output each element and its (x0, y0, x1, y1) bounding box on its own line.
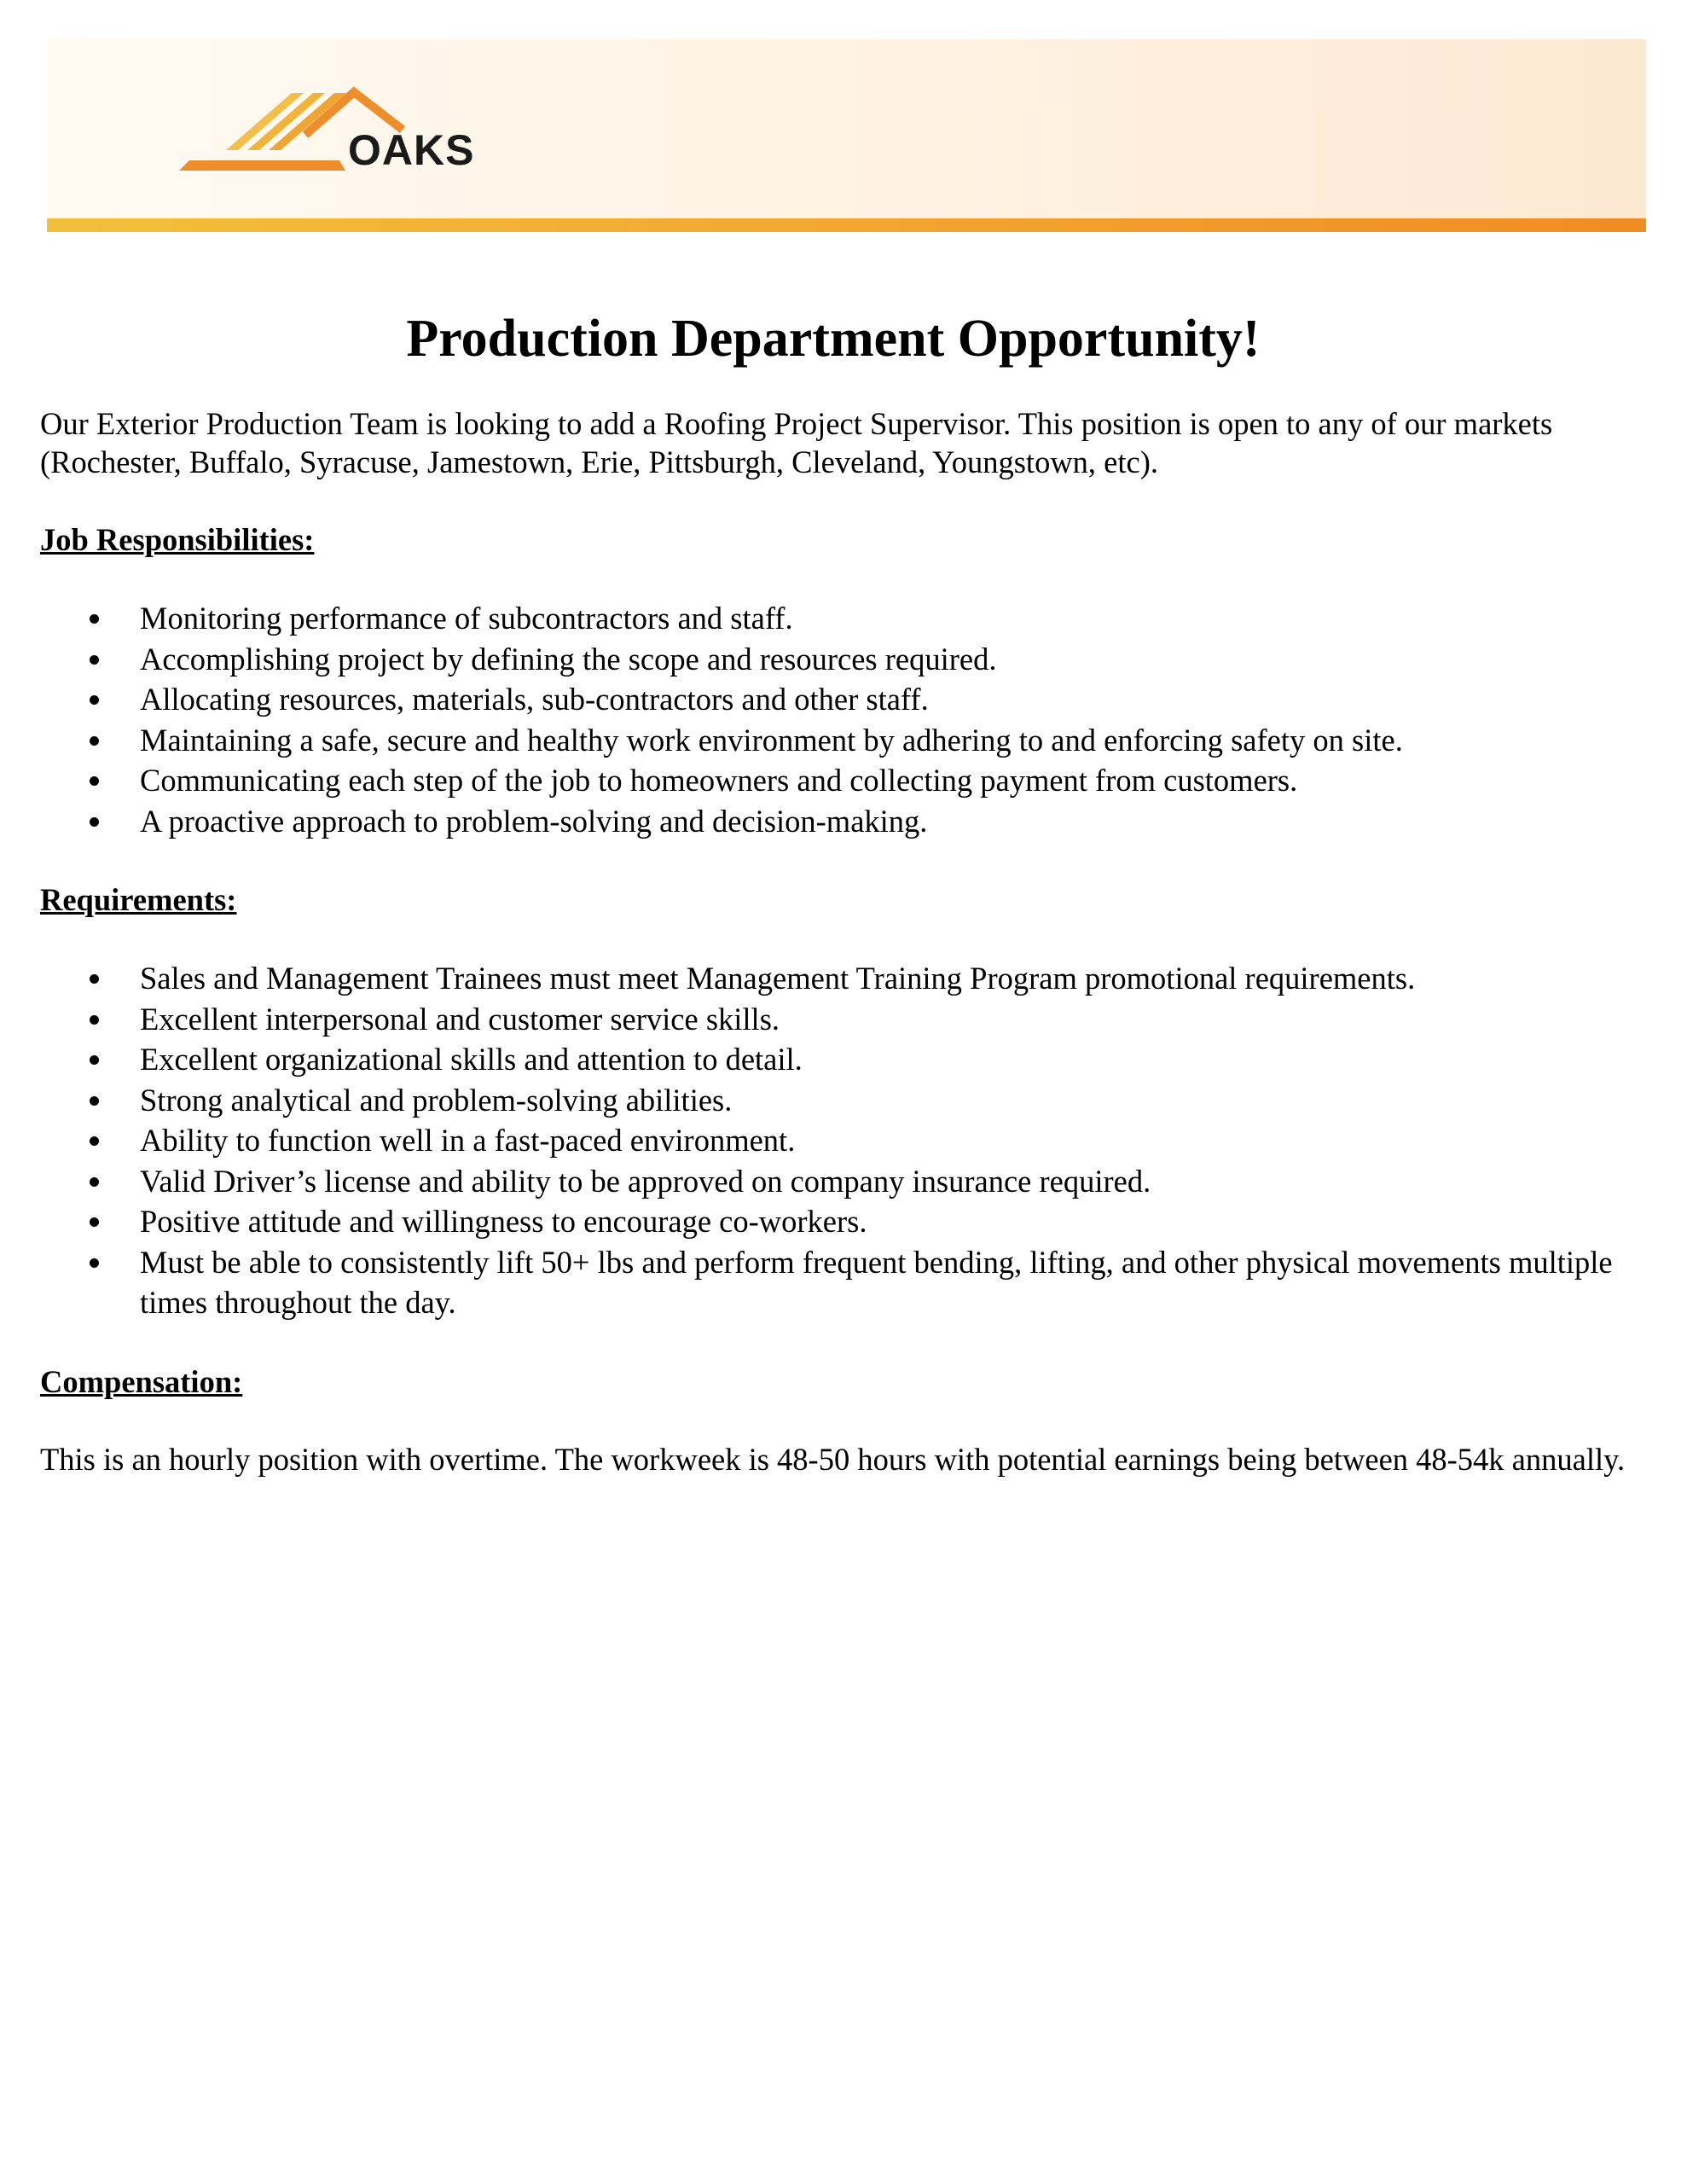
list-item: Communicating each step of the job to homeowners and collecting payment from customers. (40, 760, 1626, 801)
list-item: Positive attitude and willingness to encourage co-workers. (40, 1201, 1626, 1242)
bullet-icon (90, 974, 99, 984)
document-body (40, 307, 1626, 1478)
intro-paragraph: Our Exterior Production Team is looking to add a Roofing Project Supervisor. This position is open to any of our markets (Rochester, Buffalo, Syracuse, Jamestown, Erie, Pittsburgh, Cleveland, Youngstown, etc). (40, 406, 1553, 480)
list-item: Maintaining a safe, secure and healthy work environment by adhering to and enforcing safety on site. (40, 720, 1626, 761)
responsibilities-list (40, 598, 1626, 841)
list-item: A proactive approach to problem-solving and decision-making. (40, 801, 1626, 842)
list-item: Strong analytical and problem-solving abilities. (40, 1080, 1626, 1121)
list-item: Must be able to consistently lift 50+ lbs and perform frequent bending, lifting, and other physical movements multiple times throughout the day. (40, 1242, 1626, 1323)
list-item: Valid Driver’s license and ability to be approved on company insurance required. (40, 1161, 1626, 1202)
requirements-heading: Requirements: (40, 882, 237, 918)
header-gradient-bar (47, 218, 1646, 232)
logo-wordmark: OAKS (348, 126, 475, 174)
list-item: Accomplishing project by defining the scope and resources required. (40, 639, 1626, 680)
page-title: Production Department Opportunity! (406, 310, 1261, 368)
list-item: Sales and Management Trainees must meet Management Training Program promotional requirements. (40, 958, 1626, 999)
responsibilities-heading: Job Responsibilities: (40, 522, 315, 558)
requirements-list (40, 958, 1626, 1323)
bullet-icon (90, 776, 99, 786)
compensation-paragraph: This is an hourly position with overtime. The workweek is 48-50 hours with potential earnings being between 48-54k annually. (40, 1441, 1626, 1477)
bullet-icon (90, 1015, 99, 1025)
bullet-icon (90, 1177, 99, 1187)
bullet-icon (90, 1136, 99, 1146)
compensation-heading: Compensation: (40, 1363, 243, 1399)
list-item: Allocating resources, materials, sub-contractors and other staff. (40, 679, 1626, 720)
bullet-icon (90, 817, 99, 827)
bullet-icon (90, 614, 99, 624)
list-item: Monitoring performance of subcontractors and staff. (40, 598, 1626, 639)
bullet-icon (90, 1055, 99, 1065)
company-logo (179, 82, 486, 193)
bullet-icon (90, 695, 99, 705)
bullet-icon (90, 736, 99, 746)
bullet-icon (90, 655, 99, 665)
letterhead-banner (47, 39, 1646, 232)
bullet-icon (90, 1258, 99, 1268)
bullet-icon (90, 1096, 99, 1106)
list-item: Excellent organizational skills and attention to detail. (40, 1039, 1626, 1080)
bullet-icon (90, 1217, 99, 1227)
list-item: Excellent interpersonal and customer service skills. (40, 999, 1626, 1040)
list-item: Ability to function well in a fast-paced environment. (40, 1120, 1626, 1161)
